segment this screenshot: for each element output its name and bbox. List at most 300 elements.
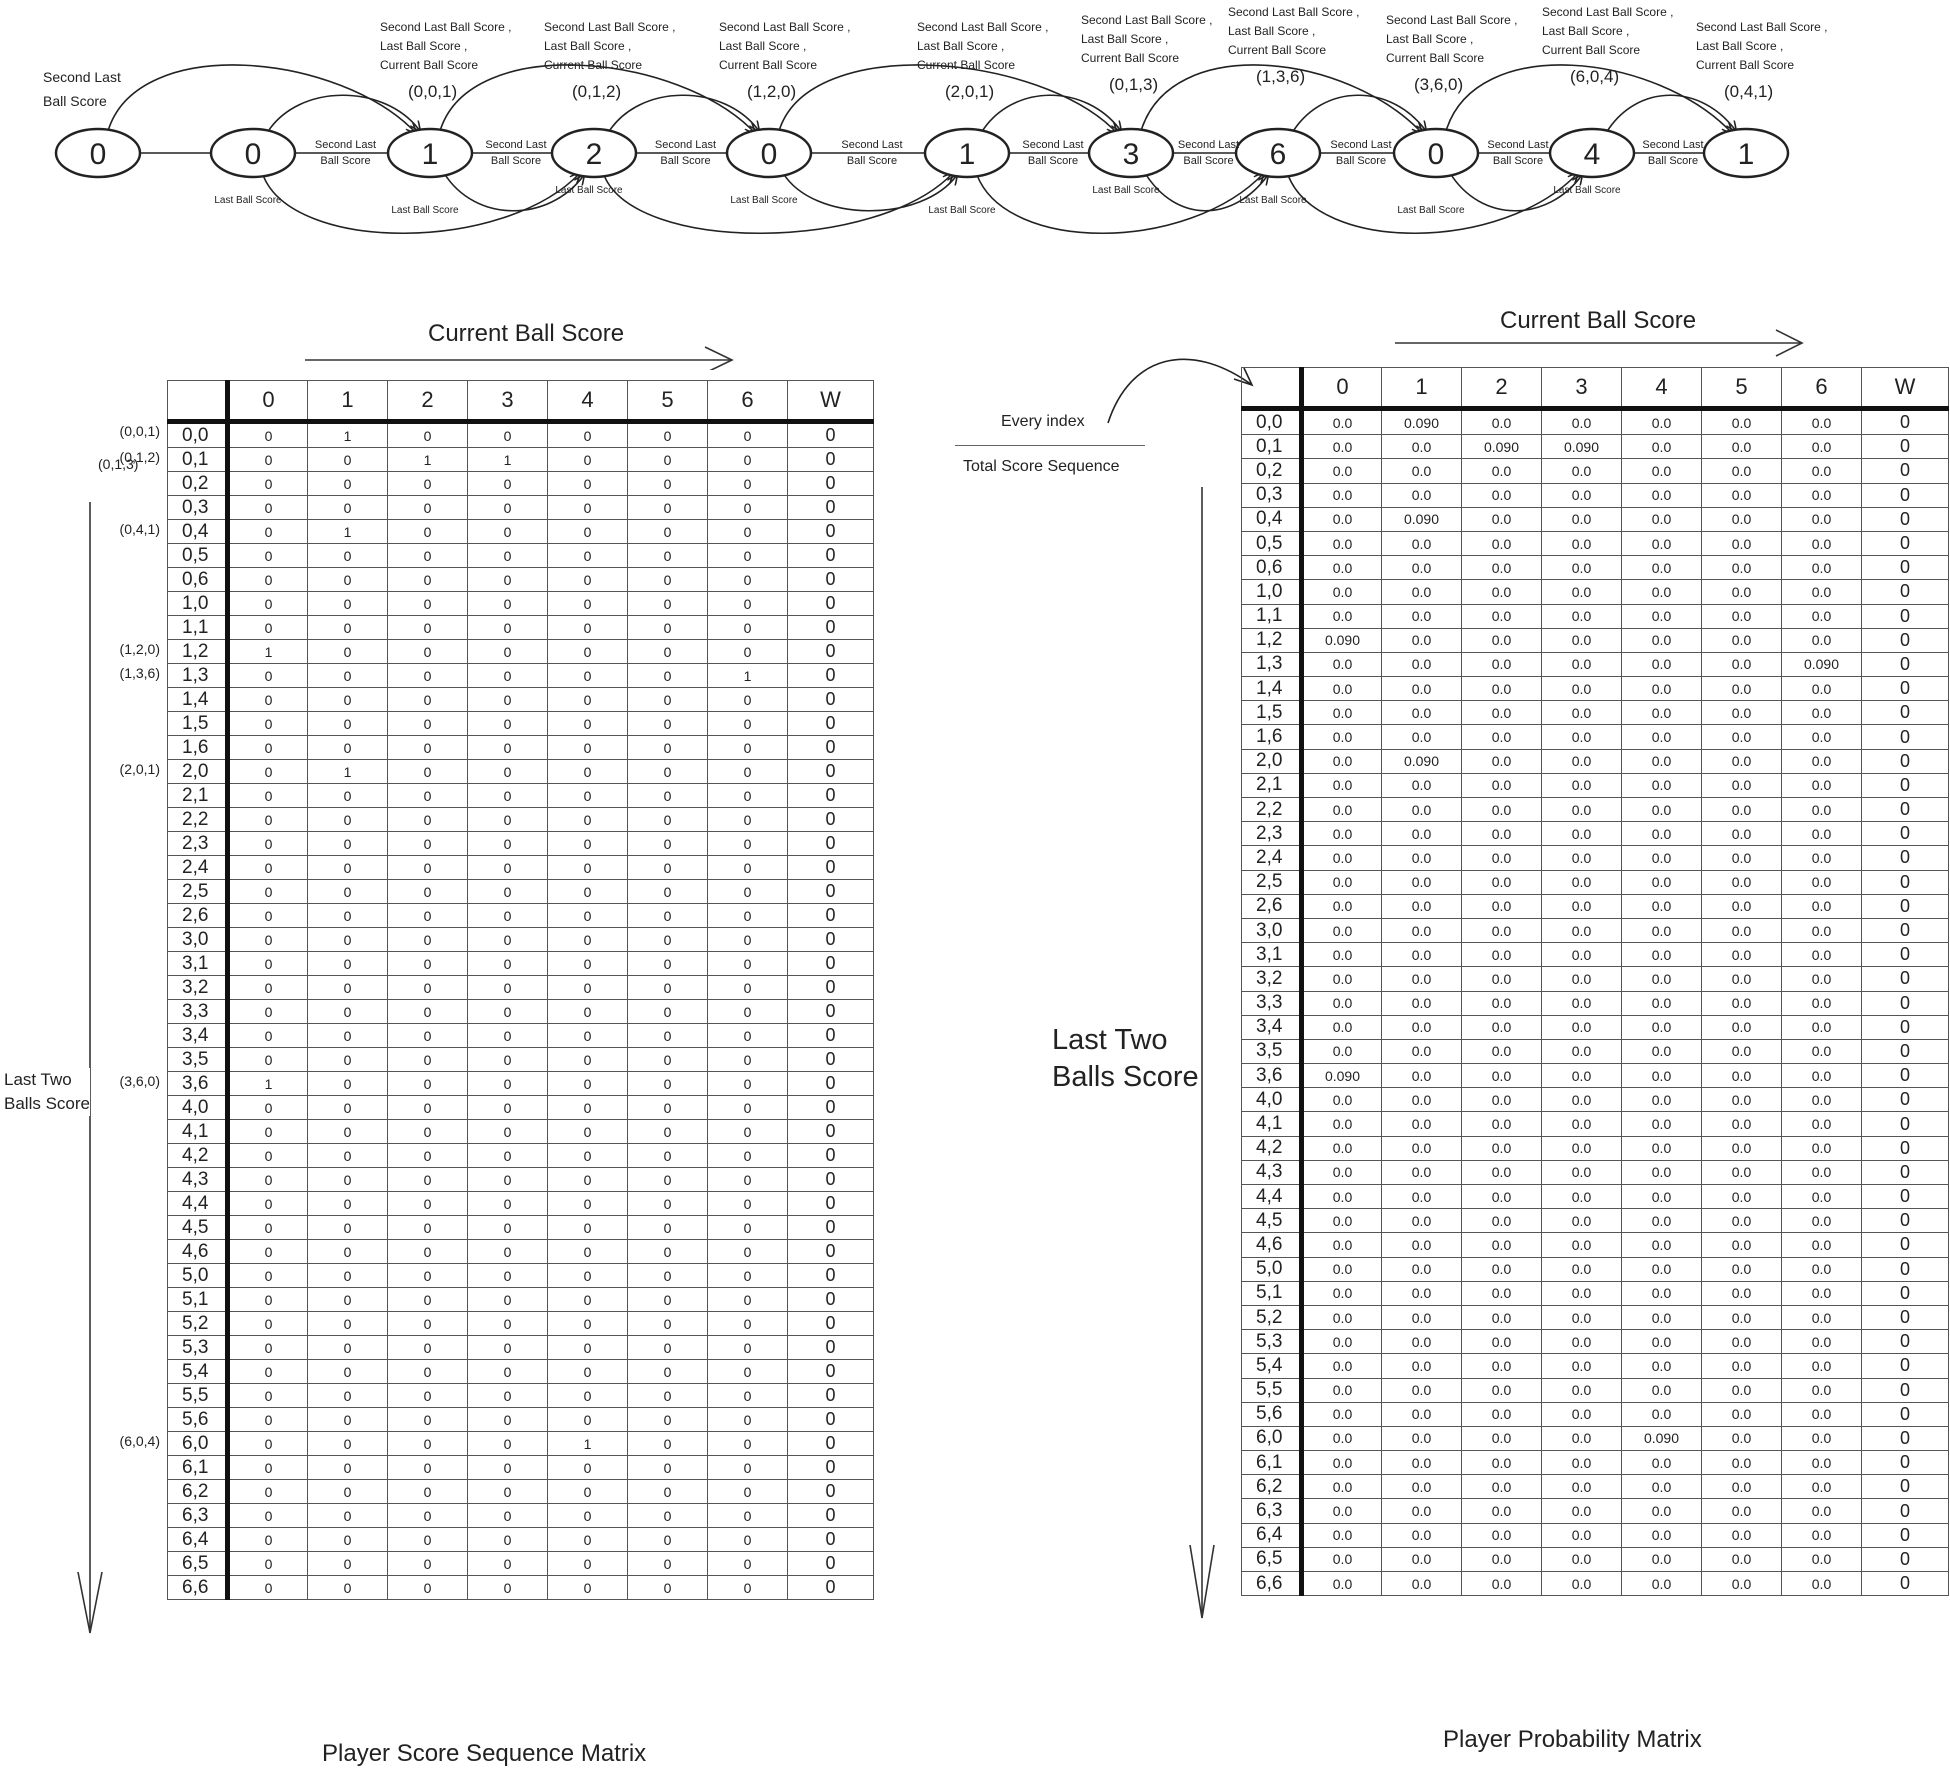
matrix-cell: 0.0 (1622, 918, 1702, 942)
node-score: 0 (760, 138, 778, 171)
caption-last: Last Ball Score , (719, 39, 807, 53)
matrix-cell: 0 (548, 1288, 628, 1312)
matrix-cell: 0.0 (1542, 604, 1622, 628)
matrix-cell: 0.0 (1702, 435, 1782, 459)
matrix-cell: 0 (708, 616, 788, 640)
matrix-cell: 0 (788, 422, 874, 448)
matrix-cell: 0.0 (1382, 846, 1462, 870)
matrix-cell: 0.0 (1702, 725, 1782, 749)
caption-current: Current Ball Score (1386, 51, 1485, 65)
edge-last-label: Last Ball Score (1239, 195, 1307, 206)
matrix-cell: 0.0 (1542, 556, 1622, 580)
matrix-cell: 0.0 (1382, 531, 1462, 555)
matrix-cell: 0.0 (1782, 409, 1862, 435)
matrix-cell: 0.0 (1622, 1330, 1702, 1354)
matrix-cell: 0 (228, 1216, 308, 1240)
matrix-cell: 0 (1862, 1330, 1949, 1354)
matrix-cell: 0 (228, 1528, 308, 1552)
matrix-cell: 0 (1862, 967, 1949, 991)
matrix-cell: 0 (548, 544, 628, 568)
matrix-cell: 0.0 (1702, 991, 1782, 1015)
matrix-cell: 0 (548, 1240, 628, 1264)
matrix-cell: 0 (228, 1120, 308, 1144)
triplet-value: (0,4,1) (1724, 82, 1774, 101)
matrix-cell: 0.0 (1302, 409, 1382, 435)
caption-current: Current Ball Score (719, 58, 818, 72)
matrix-cell: 0 (708, 1288, 788, 1312)
matrix-cell: 0 (308, 976, 388, 1000)
triplet-value: (1,3,6) (1256, 67, 1306, 86)
matrix-cell: 0 (548, 712, 628, 736)
column-header: 0 (228, 381, 308, 422)
matrix-cell: 0 (468, 1000, 548, 1024)
caption-last: Last Ball Score , (1386, 32, 1474, 46)
matrix-cell: 0.0 (1782, 1281, 1862, 1305)
matrix-cell: 0.0 (1382, 652, 1462, 676)
table-row (168, 784, 874, 808)
matrix-cell: 0 (468, 1072, 548, 1096)
matrix-cell: 0.0 (1702, 1281, 1782, 1305)
matrix-cell: 0 (788, 1240, 874, 1264)
matrix-cell: 0.0 (1542, 1475, 1622, 1499)
column-header: 6 (708, 381, 788, 422)
matrix-cell: 0.0 (1782, 677, 1862, 701)
row-label: 3,2 (168, 976, 228, 1000)
matrix-cell: 0 (308, 1528, 388, 1552)
table-row (1242, 798, 1949, 822)
matrix-cell: 0 (308, 784, 388, 808)
table-row (1242, 531, 1949, 555)
matrix-cell: 0 (228, 1384, 308, 1408)
matrix-cell: 0 (1862, 1305, 1949, 1329)
row-label: 3,1 (168, 952, 228, 976)
table-row (168, 1000, 874, 1024)
matrix-cell: 0 (468, 1480, 548, 1504)
matrix-cell: 0 (308, 1264, 388, 1288)
node-score: 2 (585, 138, 603, 171)
table-row (1242, 677, 1949, 701)
matrix-cell: 0.0 (1622, 483, 1702, 507)
matrix-cell: 0.0 (1302, 1257, 1382, 1281)
matrix-cell: 0 (548, 592, 628, 616)
triplet-caption (1386, 13, 1517, 94)
matrix-cell: 0 (228, 1168, 308, 1192)
row-label: 3,2 (1242, 967, 1302, 991)
matrix-cell: 0.0 (1702, 773, 1782, 797)
matrix-cell: 1 (228, 1072, 308, 1096)
matrix-cell: 0.0 (1302, 846, 1382, 870)
matrix-cell: 0.0 (1302, 677, 1382, 701)
matrix-cell: 0 (1862, 628, 1949, 652)
row-label: 1,6 (168, 736, 228, 760)
matrix-cell: 0 (388, 1528, 468, 1552)
table-row (168, 904, 874, 928)
caption-current: Current Ball Score (1081, 51, 1180, 65)
matrix-cell: 0 (388, 1312, 468, 1336)
matrix-cell: 0 (308, 1048, 388, 1072)
matrix-cell: 0.0 (1782, 1426, 1862, 1450)
node-score: 6 (1269, 138, 1287, 171)
column-header: 5 (628, 381, 708, 422)
matrix-cell: 0 (548, 736, 628, 760)
matrix-cell: 0.0 (1542, 1064, 1622, 1088)
matrix-cell: 0.0 (1782, 1088, 1862, 1112)
matrix-cell: 0 (308, 568, 388, 592)
matrix-cell: 0 (228, 1312, 308, 1336)
matrix-cell: 0.0 (1382, 1330, 1462, 1354)
matrix-cell: 0.0 (1702, 1451, 1782, 1475)
table-row (168, 952, 874, 976)
matrix-cell: 0 (308, 1144, 388, 1168)
left-axis-side-line-1: Last Two (4, 1070, 72, 1089)
matrix-cell: 0 (228, 1048, 308, 1072)
triplet-value: (6,0,4) (1570, 67, 1620, 86)
matrix-cell: 0 (708, 1264, 788, 1288)
matrix-cell: 1 (308, 520, 388, 544)
matrix-cell: 0.0 (1382, 1547, 1462, 1571)
caption-second-last: Second Last Ball Score , (1081, 13, 1213, 27)
matrix-cell: 0.0 (1542, 409, 1622, 435)
matrix-cell: 0 (548, 496, 628, 520)
corner-cell (1242, 368, 1302, 409)
matrix-cell: 0.0 (1382, 604, 1462, 628)
matrix-cell: 0.0 (1302, 725, 1382, 749)
matrix-cell: 0 (228, 688, 308, 712)
matrix-cell: 0.0 (1382, 943, 1462, 967)
table-row (1242, 1451, 1949, 1475)
edge-second-last-line-1: Second Last (1177, 139, 1240, 151)
matrix-cell: 0 (628, 1192, 708, 1216)
matrix-cell: 0.0 (1782, 846, 1862, 870)
matrix-cell: 0 (228, 1288, 308, 1312)
matrix-cell: 0 (628, 1024, 708, 1048)
matrix-cell: 0.0 (1302, 1305, 1382, 1329)
triplet-value: (1,2,0) (747, 82, 797, 101)
matrix-cell: 0 (228, 1000, 308, 1024)
matrix-cell: 0.0 (1302, 1112, 1382, 1136)
row-label: 3,5 (1242, 1039, 1302, 1063)
matrix-cell: 0.0 (1782, 943, 1862, 967)
caption-current: Current Ball Score (1228, 43, 1327, 57)
matrix-cell: 0 (708, 568, 788, 592)
score-node (1394, 129, 1478, 177)
matrix-cell: 0.0 (1782, 435, 1862, 459)
matrix-cell: 0.0 (1782, 991, 1862, 1015)
matrix-cell: 0 (388, 880, 468, 904)
row-label: 2,4 (168, 856, 228, 880)
matrix-cell: 0 (628, 904, 708, 928)
matrix-cell: 0.0 (1462, 628, 1542, 652)
edge-last-label: Last Ball Score (730, 195, 798, 206)
matrix-cell: 0.0 (1462, 798, 1542, 822)
matrix-cell: 0 (308, 904, 388, 928)
matrix-cell: 0.0 (1782, 1233, 1862, 1257)
matrix-cell: 0.0 (1302, 459, 1382, 483)
matrix-cell: 0 (628, 496, 708, 520)
matrix-cell: 0.0 (1622, 507, 1702, 531)
table-row (1242, 1136, 1949, 1160)
matrix-cell: 0.0 (1702, 1354, 1782, 1378)
score-node (56, 129, 140, 177)
matrix-cell: 0 (1862, 507, 1949, 531)
row-label: 6,6 (1242, 1572, 1302, 1596)
score-node (1236, 129, 1320, 177)
matrix-cell: 0 (228, 616, 308, 640)
matrix-cell: 0 (1862, 1064, 1949, 1088)
matrix-cell: 0 (388, 1240, 468, 1264)
row-label: 5,4 (1242, 1354, 1302, 1378)
matrix-cell: 0.0 (1702, 967, 1782, 991)
matrix-cell: 0 (1862, 991, 1949, 1015)
matrix-cell: 0.0 (1622, 967, 1702, 991)
matrix-cell: 0 (228, 904, 308, 928)
matrix-cell: 0 (628, 1480, 708, 1504)
matrix-cell: 0 (708, 1456, 788, 1480)
matrix-cell: 0 (388, 928, 468, 952)
matrix-cell: 0.0 (1622, 604, 1702, 628)
matrix-cell: 0 (548, 448, 628, 472)
matrix-cell: 0 (548, 1336, 628, 1360)
table-row (168, 832, 874, 856)
matrix-cell: 0.0 (1782, 1378, 1862, 1402)
row-label: 4,4 (1242, 1185, 1302, 1209)
matrix-cell: 0 (1862, 846, 1949, 870)
row-label: 0,6 (1242, 556, 1302, 580)
table-row (1242, 1257, 1949, 1281)
matrix-cell: 0 (228, 1264, 308, 1288)
table-row (168, 1360, 874, 1384)
matrix-cell: 0 (468, 520, 548, 544)
column-header: 4 (548, 381, 628, 422)
matrix-cell: 0.0 (1462, 967, 1542, 991)
triplet-caption (1081, 13, 1212, 94)
matrix-cell: 0 (548, 1048, 628, 1072)
matrix-cell: 0 (1862, 435, 1949, 459)
row-label: 4,3 (168, 1168, 228, 1192)
matrix-cell: 0.0 (1782, 967, 1862, 991)
matrix-cell: 0.0 (1382, 1015, 1462, 1039)
corner-cell (168, 381, 228, 422)
matrix-cell: 0.0 (1302, 580, 1382, 604)
table-row (168, 1144, 874, 1168)
matrix-cell: 0 (1862, 1572, 1949, 1596)
matrix-cell: 0.0 (1622, 1136, 1702, 1160)
table-row (168, 496, 874, 520)
matrix-cell: 0.0 (1382, 1233, 1462, 1257)
sequence-label: (1,3,6) (119, 665, 160, 681)
matrix-cell: 0 (308, 640, 388, 664)
matrix-cell: 0 (308, 1192, 388, 1216)
matrix-cell: 0 (628, 1312, 708, 1336)
table-row (168, 1528, 874, 1552)
left-axis-side-line-2: Balls Score (4, 1094, 90, 1113)
matrix-cell: 0.0 (1702, 1523, 1782, 1547)
matrix-cell: 0.0 (1462, 1547, 1542, 1571)
edge-last-label: Last Ball Score (928, 205, 996, 216)
matrix-cell: 0 (788, 1192, 874, 1216)
matrix-cell: 0.0 (1382, 1499, 1462, 1523)
matrix-cell: 0.0 (1382, 1160, 1462, 1184)
matrix-cell: 0.0 (1382, 1112, 1462, 1136)
edge-second-last-line-2: Ball Score (320, 155, 371, 167)
matrix-cell: 0.0 (1782, 773, 1862, 797)
matrix-cell: 0 (708, 472, 788, 496)
matrix-cell: 0.0 (1622, 459, 1702, 483)
matrix-cell: 0.0 (1462, 1426, 1542, 1450)
matrix-cell: 0 (708, 760, 788, 784)
matrix-cell: 0 (708, 1120, 788, 1144)
matrix-cell: 0 (308, 472, 388, 496)
matrix-cell: 0 (788, 664, 874, 688)
caption-last: Last Ball Score , (380, 39, 468, 53)
table-row (168, 1120, 874, 1144)
matrix-cell: 0 (548, 664, 628, 688)
row-label: 4,1 (168, 1120, 228, 1144)
matrix-cell: 0.0 (1622, 1523, 1702, 1547)
matrix-cell: 0 (788, 760, 874, 784)
table-row (1242, 483, 1949, 507)
matrix-cell: 0 (228, 832, 308, 856)
matrix-cell: 0 (308, 1024, 388, 1048)
matrix-cell: 0 (308, 712, 388, 736)
matrix-cell: 0 (548, 1480, 628, 1504)
matrix-cell: 0 (1862, 773, 1949, 797)
edge-second-last-line-2: Ball Score (490, 155, 542, 167)
matrix-cell: 0 (228, 472, 308, 496)
matrix-cell: 0.0 (1462, 870, 1542, 894)
row-label: 6,4 (168, 1528, 228, 1552)
table-row (1242, 701, 1949, 725)
matrix-cell: 0.0 (1782, 531, 1862, 555)
table-row (168, 736, 874, 760)
row-label: 2,1 (1242, 773, 1302, 797)
matrix-cell: 0.0 (1302, 1330, 1382, 1354)
matrix-cell: 0 (708, 1192, 788, 1216)
matrix-cell: 0 (388, 712, 468, 736)
matrix-cell: 0 (228, 1144, 308, 1168)
row-label: 0,5 (1242, 531, 1302, 555)
matrix-cell: 0.0 (1782, 918, 1862, 942)
matrix-cell: 0.0 (1302, 604, 1382, 628)
triplet-value: (0,0,1) (408, 82, 458, 101)
matrix-cell: 0 (468, 640, 548, 664)
row-label: 4,6 (1242, 1233, 1302, 1257)
matrix-cell: 0 (228, 1360, 308, 1384)
matrix-cell: 0.0 (1462, 1378, 1542, 1402)
matrix-cell: 0.0 (1702, 1160, 1782, 1184)
matrix-cell: 0.0 (1622, 1305, 1702, 1329)
matrix-cell: 0 (228, 760, 308, 784)
table-row (168, 808, 874, 832)
matrix-cell: 0 (468, 1192, 548, 1216)
matrix-cell: 0.0 (1302, 507, 1382, 531)
row-label: 5,3 (168, 1336, 228, 1360)
matrix-cell: 0 (1862, 1426, 1949, 1450)
matrix-cell: 0 (548, 1456, 628, 1480)
score-node (1089, 129, 1173, 177)
matrix-cell: 0 (788, 736, 874, 760)
matrix-cell: 0 (628, 1384, 708, 1408)
matrix-cell: 0 (388, 1168, 468, 1192)
matrix-cell: 0.0 (1462, 773, 1542, 797)
matrix-cell: 0 (628, 544, 708, 568)
matrix-cell: 0 (628, 1120, 708, 1144)
row-label: 0,4 (1242, 507, 1302, 531)
matrix-cell: 0.090 (1382, 507, 1462, 531)
caption-last: Last Ball Score , (1542, 24, 1630, 38)
matrix-cell: 0 (388, 1216, 468, 1240)
matrix-cell: 0.0 (1622, 701, 1702, 725)
matrix-cell: 0.0 (1382, 798, 1462, 822)
matrix-cell: 0 (548, 472, 628, 496)
matrix-cell: 0 (788, 496, 874, 520)
matrix-cell: 0.0 (1702, 1185, 1782, 1209)
matrix-cell: 0 (708, 832, 788, 856)
matrix-cell: 0 (708, 1240, 788, 1264)
matrix-cell: 0 (308, 1288, 388, 1312)
table-row (168, 1480, 874, 1504)
table-row (168, 1408, 874, 1432)
matrix-cell: 0 (388, 1288, 468, 1312)
matrix-cell: 0 (228, 1480, 308, 1504)
matrix-cell: 0.0 (1542, 1039, 1622, 1063)
column-header: 5 (1702, 368, 1782, 409)
matrix-cell: 0 (468, 1360, 548, 1384)
table-row (168, 880, 874, 904)
row-label: 0,1 (1242, 435, 1302, 459)
table-row (1242, 846, 1949, 870)
matrix-cell: 0.0 (1302, 1572, 1382, 1596)
table-row (1242, 435, 1949, 459)
matrix-cell: 0.0 (1542, 652, 1622, 676)
matrix-cell: 0 (1862, 725, 1949, 749)
matrix-cell: 0 (788, 472, 874, 496)
edge-last-label: Last Ball Score (1553, 185, 1621, 196)
matrix-cell: 0 (708, 928, 788, 952)
matrix-cell: 0.0 (1542, 846, 1622, 870)
matrix-cell: 0.0 (1782, 556, 1862, 580)
matrix-cell: 0 (468, 880, 548, 904)
matrix-cell: 0.0 (1542, 1112, 1622, 1136)
row-label: 6,2 (1242, 1475, 1302, 1499)
score-node (211, 129, 295, 177)
matrix-cell: 0 (628, 664, 708, 688)
matrix-cell: 0 (628, 1576, 708, 1600)
triplet-caption (380, 20, 511, 101)
matrix-cell: 0 (788, 1336, 874, 1360)
row-label: 3,4 (1242, 1015, 1302, 1039)
matrix-cell: 0.0 (1782, 1572, 1862, 1596)
matrix-cell: 0.0 (1382, 556, 1462, 580)
score-transition-diagram (0, 0, 1950, 300)
row-label: 1,2 (168, 640, 228, 664)
matrix-cell: 0.0 (1542, 894, 1622, 918)
matrix-cell: 0 (228, 1336, 308, 1360)
table-row (168, 1264, 874, 1288)
matrix-cell: 0.0 (1542, 1426, 1622, 1450)
matrix-cell: 0.0 (1542, 580, 1622, 604)
matrix-cell: 0.090 (1382, 409, 1462, 435)
sequence-label: (2,0,1) (119, 761, 160, 777)
table-row (1242, 1039, 1949, 1063)
matrix-cell: 0.0 (1462, 1523, 1542, 1547)
player-score-sequence-matrix (167, 380, 874, 1600)
matrix-cell: 0 (388, 568, 468, 592)
row-label: 3,4 (168, 1024, 228, 1048)
table-row (168, 1384, 874, 1408)
node-score: 1 (1737, 138, 1755, 171)
matrix-cell: 0 (228, 1096, 308, 1120)
